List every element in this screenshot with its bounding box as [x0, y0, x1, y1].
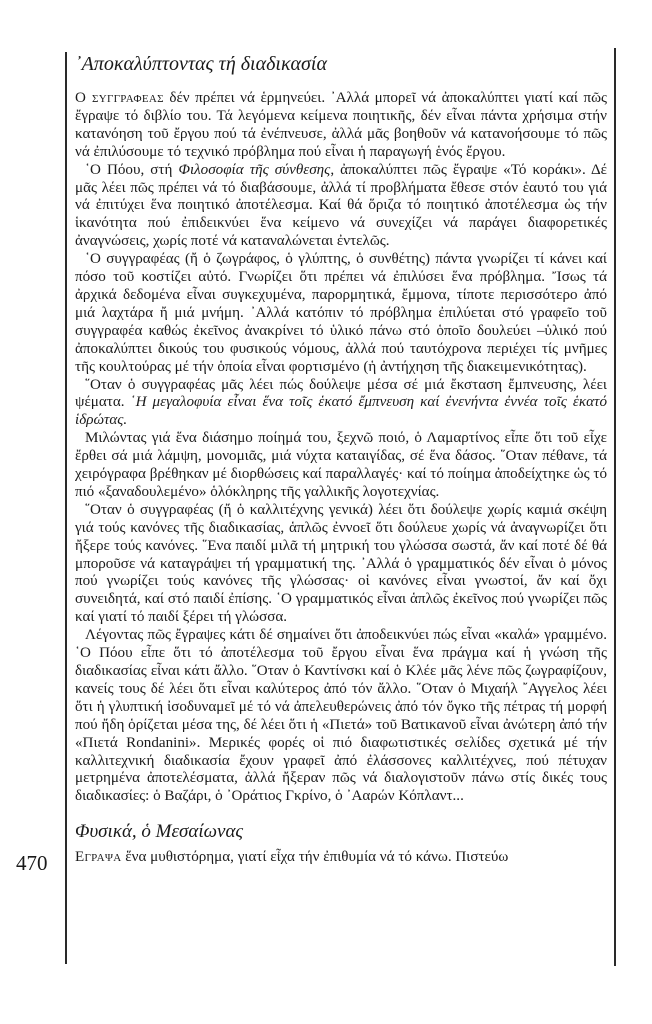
paragraph-text: ῾Ο Πόου, στή	[85, 161, 179, 178]
quotation: ῾Η μεγαλοφυία εἶναι ἕνα τοῖς ἑκατό ἔμπνευση καί ἐνενήντα ἐννέα τοῖς ἑκατό ἱδρώτας.	[75, 394, 607, 429]
paragraph	[75, 430, 607, 502]
paragraph	[75, 502, 607, 627]
paragraph	[75, 251, 607, 376]
page-content	[75, 52, 607, 867]
paragraph-text: δέν πρέπει νά ἑρμηνεύει. ᾿Αλλά μπορεῖ νά ἀποκαλύπτει γιατί καί πῶς ἔγραψε τό διβλίο του. Τά λεγόμενα κείμενα ποιητικῆς, δέν εἶναι πάντα χρήσιμα στήν κατανόηση τοῦ ἔργου πού τά ἐνέπνευσε, ἀλλά μᾶς βοηθοῦν νά κατανοήσουμε τό πῶς νά ἐπιλύσουμε τό τεχνικό πρόβλημα πού εἶναι ἡ παραγωγή ἑνός ἔργου.	[75, 90, 607, 160]
paragraph-text: ῞Οταν ὁ συγγραφέας (ἤ ὁ καλλιτέχνης γενικά) λέει ὅτι δούλεψε χωρίς καμιά σκέψη γιά τούς κανόνες τῆς διαδικασίας, ἁπλῶς ἐννοεῖ ὅτι δούλευε χωρίς νά ἀναγνωρίζει ὅτι ἤξερε τούς κανόνες. ῞Ενα παιδί μιλᾶ τή μητρική του γλώσσα σωστά, ἄν καί ποτέ δέ θά μποροῦσε νά καταγράψει τή γραμματική της. ᾿Αλλά ὁ γραμματικός δέν εἶναι ὁ μόνος πού γνωρίζει τούς κανόνες τῆς γλώσσας· οἱ κανόνες εἶναι γνωστοί, ἄν καί ὄχι συνειδητά, καί στό παιδί ἐπίσης. ῾Ο γραμματικός εἶναι ἁπλῶς ἐκεῖνος πού γνωρίζει πῶς καί γιατί τό παιδί ξέρει τή γλώσσα.	[75, 501, 607, 626]
paragraph	[75, 162, 607, 252]
paragraph	[75, 90, 607, 162]
section-title: Φυσικά, ὁ Μεσαίωνας	[75, 821, 244, 843]
right-margin-rule	[614, 48, 616, 966]
paragraph-text: , ἀποκαλύπτει πῶς ἔγραψε «Τό κοράκι». Δέ μᾶς λέει πῶς πρέπει νά τό διαβάσουμε, ἀλλά τί προβλήματα ἔθεσε στόν ἑαυτό του γιά νά ἐπιτύχει ἕνα ποιητικό ἀποτέλεσμα. Καί θά ὅριζα τό ποιητικό ἀποτέλεσμα ὡς τήν ἱκανότητα πού ἐπιδεικνύει ἕνα κείμενο νά συνεχίζει νά παράγει διαφορετικές ἀναγνώσεις, χωρίς ποτέ νά καταναλώνεται ἐντελῶς.	[75, 161, 608, 250]
paragraph-text: Λέγοντας πῶς ἔγραψες κάτι δέ σημαίνει ὅτι ἀποδεικνύει πώς εἶναι «καλά» γραμμένο. ῾Ο Πόου εἶπε ὅτι τό ἀποτέλεσμα τοῦ ἔργου εἶναι ἕνα πράγμα καί ἡ γνώση τῆς διαδικασίας εἶναι κάτι ἄλλο. ῞Οταν ὁ Καντίνσκι καί ὁ Κλέε μᾶς λένε πῶς ζωγραφίζουν, κανείς τους δέ λέει ὅτι εἶναι καλύτερος ἀπό τόν ἄλλο. ῞Οταν ὁ Μιχαήλ ῎Αγγελος λέει ὅτι ἡ γλυπτική ἰσοδυναμεῖ μέ τό νά ἀπελευθερώνεις ἀπό τόν ὄγκο τῆς πέτρας τή μορφή πού ἤδη ὁρίζεται μέσα της, δέ λέει ὅτι ἡ «Πιετά» τοῦ Βατικανοῦ εἶναι ἀνώτερη ἀπό τήν «Πιετά Rondanini». Μερικές φορές οἱ πιό διαφωτιστικές σελίδες σχετικά μέ τήν καλλιτεχνική διαδικασία ἔχουν γραφεῖ ἀπό ἐλάσσονες καλλιτέχνες, πού πέτυχαν μετρημένα ἀποτελέσματα, ἀλλά ἤξεραν πῶς νά διαλογιστοῦν πάνω στίς δικές τους διαδικασίες: ὁ Βαζάρι, ὁ ᾿Οράτιος Γκρίνο, ὁ ᾿Ααρών Κόπλαντ...	[75, 627, 607, 805]
paragraph	[75, 377, 607, 431]
page-number: 470	[16, 851, 48, 875]
paragraph-text: ῾Ο συγγραφέας (ἤ ὁ ζωγράφος, ὁ γλύπτης, ὁ συνθέτης) πάντα γνωρίζει τί κάνει καί πόσο τοῦ κοστίζει αὐτό. Γνωρίζει ὅτι πρέπει νά ἐπιλύσει ἕνα πρόβλημα. Ἴσως τά ἀρχικά δεδομένα εἶναι συγκεχυμένα, παρορμητικά, ἔμμονα, τίποτε περισσότερο ἀπό μιά λαχτάρα ἤ μιά μνήμη. ᾿Αλλά κατόπιν τό πρόβλημα ἐπιλύεται στό γραφεῖο τοῦ συγγραφέα καθώς ἐκεῖνος ἀνακρίνει τό ὑλικό πάνω στό ὁποῖο δουλεύει –ὑλικό πού ἀποκαλύπτει δικούς του φυσικούς νόμους, ἀλλά πού ταυτόχρονα περιέχει τίς μνῆμες τῆς κουλτούρας μέ τήν ὁποία εἶναι φορτισμένο (ἡ ἀντήχηση τῆς διακειμενικότητας).	[75, 251, 607, 375]
left-margin-rule	[65, 52, 67, 964]
paragraph	[75, 849, 607, 867]
paragraph-text: ῞Οταν ὁ συγγραφέας μᾶς λέει πώς δούλεψε μέσα σέ μιά ἔκσταση ἔμπνευσης, λέει ψέματα.	[75, 376, 607, 411]
section-title: ᾿Αποκαλύπτοντας τή διαδικασία	[75, 53, 327, 75]
paragraph-text: Μιλώντας γιά ἕνα διάσημο ποίημά του, ξεχνῶ ποιό, ὁ Λαμαρτίνος εἶπε ὅτι τοῦ εἶχε ἔρθει σά μιά λάμψη, μονομιᾶς, μιά νύχτα καταιγίδας, σέ ἕνα δάσος. ῞Οταν πέθανε, τά χειρόγραφα βρέθηκαν μέ διορθώσεις καί παραλλαγές· καί τό ποίημα ἀποδείχτηκε ὡς τό πιό «ξαναδουλεμένο» ὁλόκληρης τῆς γαλλικῆς λογοτεχνίας.	[75, 430, 607, 500]
paragraph-lead: Ο συγγραφεας	[75, 90, 164, 106]
paragraph-lead: Εγραψα	[75, 849, 122, 866]
book-title: Φιλοσοφία τῆς σύνθεσης	[178, 161, 331, 178]
paragraph-text: ἕνα μυθιστόρημα, γιατί εἶχα τήν ἐπιθυμία νά τό κάνω. Πιστεύω	[121, 849, 509, 866]
paragraph	[75, 627, 607, 806]
